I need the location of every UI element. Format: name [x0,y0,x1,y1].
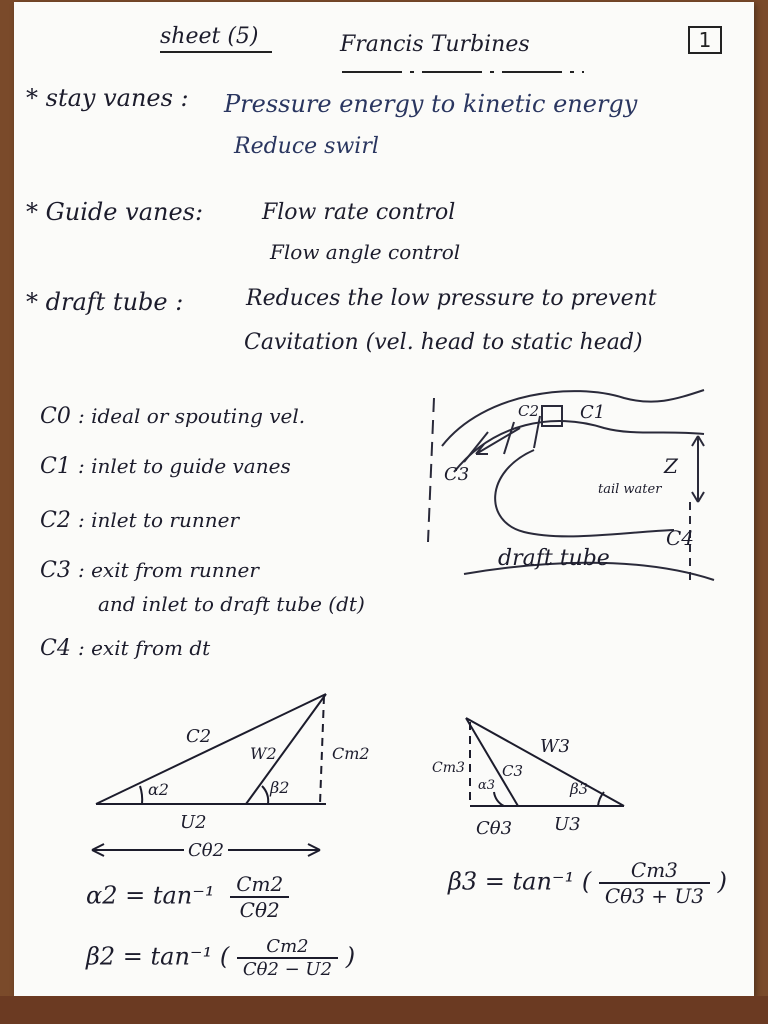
c1-desc: : inlet to guide vanes [78,454,291,478]
c1-symbol: C1 [40,454,71,479]
c2-desc: : inlet to runner [78,508,240,532]
outlet-beta3-label: β3 [570,780,589,798]
flow-arrow [476,428,520,454]
axis-dashed-line [428,398,434,542]
drawings-layer [14,2,754,996]
inlet-c2-line [96,694,326,804]
outlet-u3-label: U3 [554,814,581,835]
stay-vanes-text: Pressure energy to kinetic energy [224,90,638,118]
beta3-lhs: β3 = tan⁻¹ ( [448,867,592,896]
notebook-page [14,2,754,996]
sheet-label: sheet (5) [160,24,272,53]
draft-tube-text: Reduces the low pressure to prevent [246,286,657,311]
beta2-fraction [237,936,338,980]
beta2-denominator: Cθ2 − U2 [242,959,333,980]
c3-symbol: C3 [40,558,71,583]
inlet-u2-label: U2 [180,812,207,833]
beta3-denominator: Cθ3 + U3 [604,884,704,908]
outlet-c3-label: C3 [502,762,524,780]
beta2-equation [86,936,355,980]
beta3-fraction [599,858,710,908]
c4-symbol: C4 [40,636,71,661]
c1-box [542,406,562,426]
beta2-close-paren: ) [345,942,356,971]
draft-tube-term: * draft tube : [26,288,184,316]
inlet-triangle [92,694,326,856]
stay-vanes-text2: Reduce swirl [234,134,379,159]
beta3-equation [448,858,727,908]
outlet-alpha-arc [494,792,504,806]
desk-surface [0,996,768,1024]
alpha2-equation [86,872,289,922]
outer-casing-top [442,390,704,446]
guide-vanes-term: * Guide vanes: [26,198,204,226]
sketch-c2-label: C2 [518,402,540,420]
sketch-drafttube-label: draft tube [498,546,610,571]
page-title: Francis Turbines [340,32,530,57]
outlet-w3-label: W3 [540,736,570,757]
inlet-beta-arc [262,786,268,804]
inlet-beta2-label: β2 [270,778,290,797]
sketch-c3-label: C3 [444,464,470,485]
alpha2-denominator: Cθ2 [239,898,280,922]
z-arrow [692,436,704,502]
c4-desc: : exit from dt [78,636,211,660]
c3-desc-cont: and inlet to draft tube (dt) [98,592,365,616]
alpha2-numerator: Cm2 [230,872,289,898]
inlet-alpha2-label: α2 [148,780,169,799]
inlet-cm2-line [320,696,324,804]
c0-symbol: C0 [40,404,71,429]
c3-desc: : exit from runner [78,558,259,582]
sketch-tailwater-label: tail water [598,482,662,497]
beta2-lhs: β2 = tan⁻¹ ( [86,942,230,971]
inlet-alpha-arc [140,786,142,804]
beta3-numerator: Cm3 [599,858,710,884]
beta3-close-paren: ) [717,867,727,896]
c0-desc: : ideal or spouting vel. [78,404,306,428]
alpha2-fraction [230,872,289,922]
page-number: 1 [688,26,722,54]
draft-tube-text2: Cavitation (vel. head to static head) [244,330,643,355]
sketch-z-label: Z [664,454,678,478]
alpha2-lhs: α2 = tan⁻¹ [86,881,215,910]
inlet-cm2-label: Cm2 [332,744,370,763]
outlet-alpha3-label: α3 [478,778,496,793]
stay-vanes-term: * stay vanes : [26,84,189,112]
guide-vanes-text2: Flow angle control [270,240,461,264]
inlet-ctheta2-label: Cθ2 [184,840,228,861]
outlet-ctheta3-label: Cθ3 [476,818,513,839]
beta2-numerator: Cm2 [237,936,338,959]
sketch-c4-label: C4 [666,526,695,550]
c2-symbol: C2 [40,508,71,533]
inlet-w2-label: W2 [250,744,277,763]
sketch-c1-label: C1 [580,402,606,423]
inlet-c2-label: C2 [186,726,212,747]
outlet-cm3-label: Cm3 [432,760,465,776]
guide-vanes-text: Flow rate control [262,200,456,225]
